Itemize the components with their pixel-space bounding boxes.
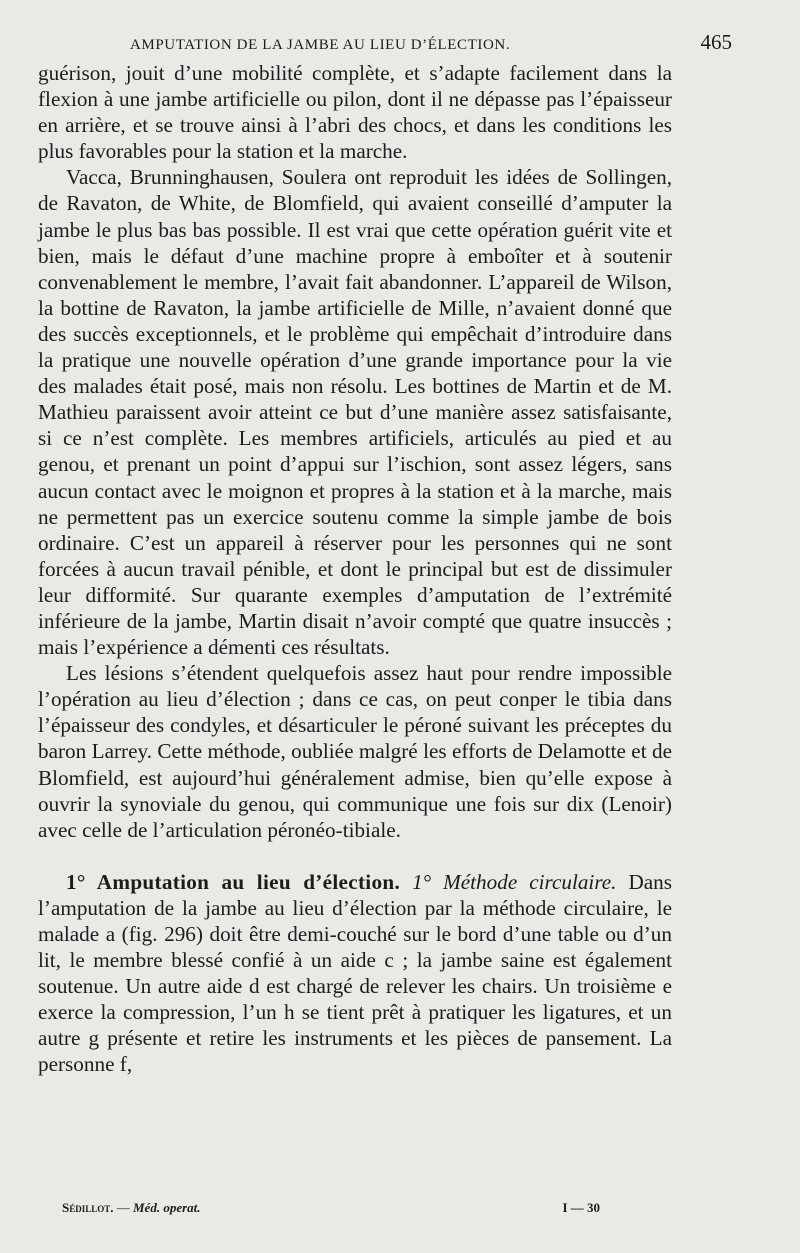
running-title: AMPUTATION DE LA JAMBE AU LIEU D’ÉLECTION. xyxy=(130,37,511,53)
section-text: Dans l’amputation de la jambe au lieu d’élection par la méthode circulaire, le malade a (fig. 296) doit être demi-couché sur le bord d’une table ou d’un lit, le membre blessé confié à un aide c ; la jambe saine est également soutenue. Un autre aide d est chargé de relever les chairs. Un troisième e exerce la compression, l’un h se tient prêt à pratiquer les ligatures, et un autre g présente et retire les instruments et les pièces de pansement. La personne f, xyxy=(38,869,673,1077)
section-heading: 1° Amputation au lieu d’élection. xyxy=(66,869,401,894)
running-head xyxy=(130,30,732,60)
paragraph: guérison, jouit d’une mobilité complète, et s’adapte facilement dans la flexion à une jambe artificielle ou pilon, dont il ne dépasse pas l’épaisseur en arrière, et se trouve ainsi à l’abri des chocs, et dans les conditions les plus favorables pour la station et la marche. xyxy=(38,61,672,164)
footer-separator: — xyxy=(116,1200,130,1215)
footer-credit xyxy=(62,1200,201,1216)
page-number: 465 xyxy=(700,30,732,54)
section-paragraph xyxy=(38,869,672,1078)
footer-author: Sédillot. xyxy=(62,1200,114,1215)
page-footer xyxy=(62,1200,600,1216)
body-text xyxy=(38,60,672,1078)
paragraph: Vacca, Brunninghausen, Soulera ont reproduit les idées de Sollingen, de Ravaton, de White, de Blomfield, qui avaient conseillé d’amputer la jambe le plus bas bas possible. Il est vrai que cette opération guérit vite et bien, mais le défaut d’une machine propre à emboîter et à soutenir convenablement le membre, l’avait fait abandonner. L’appareil de Wilson, la bottine de Ravaton, la jambe artificielle de Mille, n’avaient donné que des succès exceptionnels, et le problème qui empêchait d’introduire dans la pratique une nouvelle opération d’une grande importance pour la vie des malades était posé, mais non résolu. Les bottines de Martin et de M. Mathieu paraissent avoir atteint ce but d’une manière assez satisfaisante, si ce n’est complète. Les membres artificiels, articulés au pied et au genou, et prenant un point d’appui sur l’ischion, sont assez légers, sans aucun contact avec le moignon et propres à la station et à la marche, mais ne permettent pas un exercice soutenu comme la simple jambe de bois ordinaire. C’est un appareil à réserver pour les personnes qui ne sont forcées à aucun travail pénible, et dont le principal but est de dissimuler leur difformité. Sur quarante exemples d’amputation de l’extrémité inférieure de la jambe, Martin disait n’avoir compté que quatre insuccès ; mais l’expérience a démenti ces résultats. xyxy=(38,165,672,660)
paragraph: Les lésions s’étendent quelquefois assez haut pour rendre impossible l’opération au lieu d’élection ; dans ce cas, on peut conper le tibia dans l’épaisseur des condyles, et désarticuler le péroné suivant les préceptes du baron Larrey. Cette méthode, oubliée malgré les efforts de Delamotte et de Blomfield, est aujourd’hui généralement admise, bien qu’elle expose à ouvrir la synoviale du genou, qui communique une fois sur dix (Lenoir) avec celle de l’articulation péronéo-tibiale. xyxy=(38,661,672,842)
signature-mark: I — 30 xyxy=(562,1200,600,1215)
method-title: 1° Méthode circulaire. xyxy=(412,869,617,894)
footer-work: Méd. operat. xyxy=(133,1200,201,1215)
